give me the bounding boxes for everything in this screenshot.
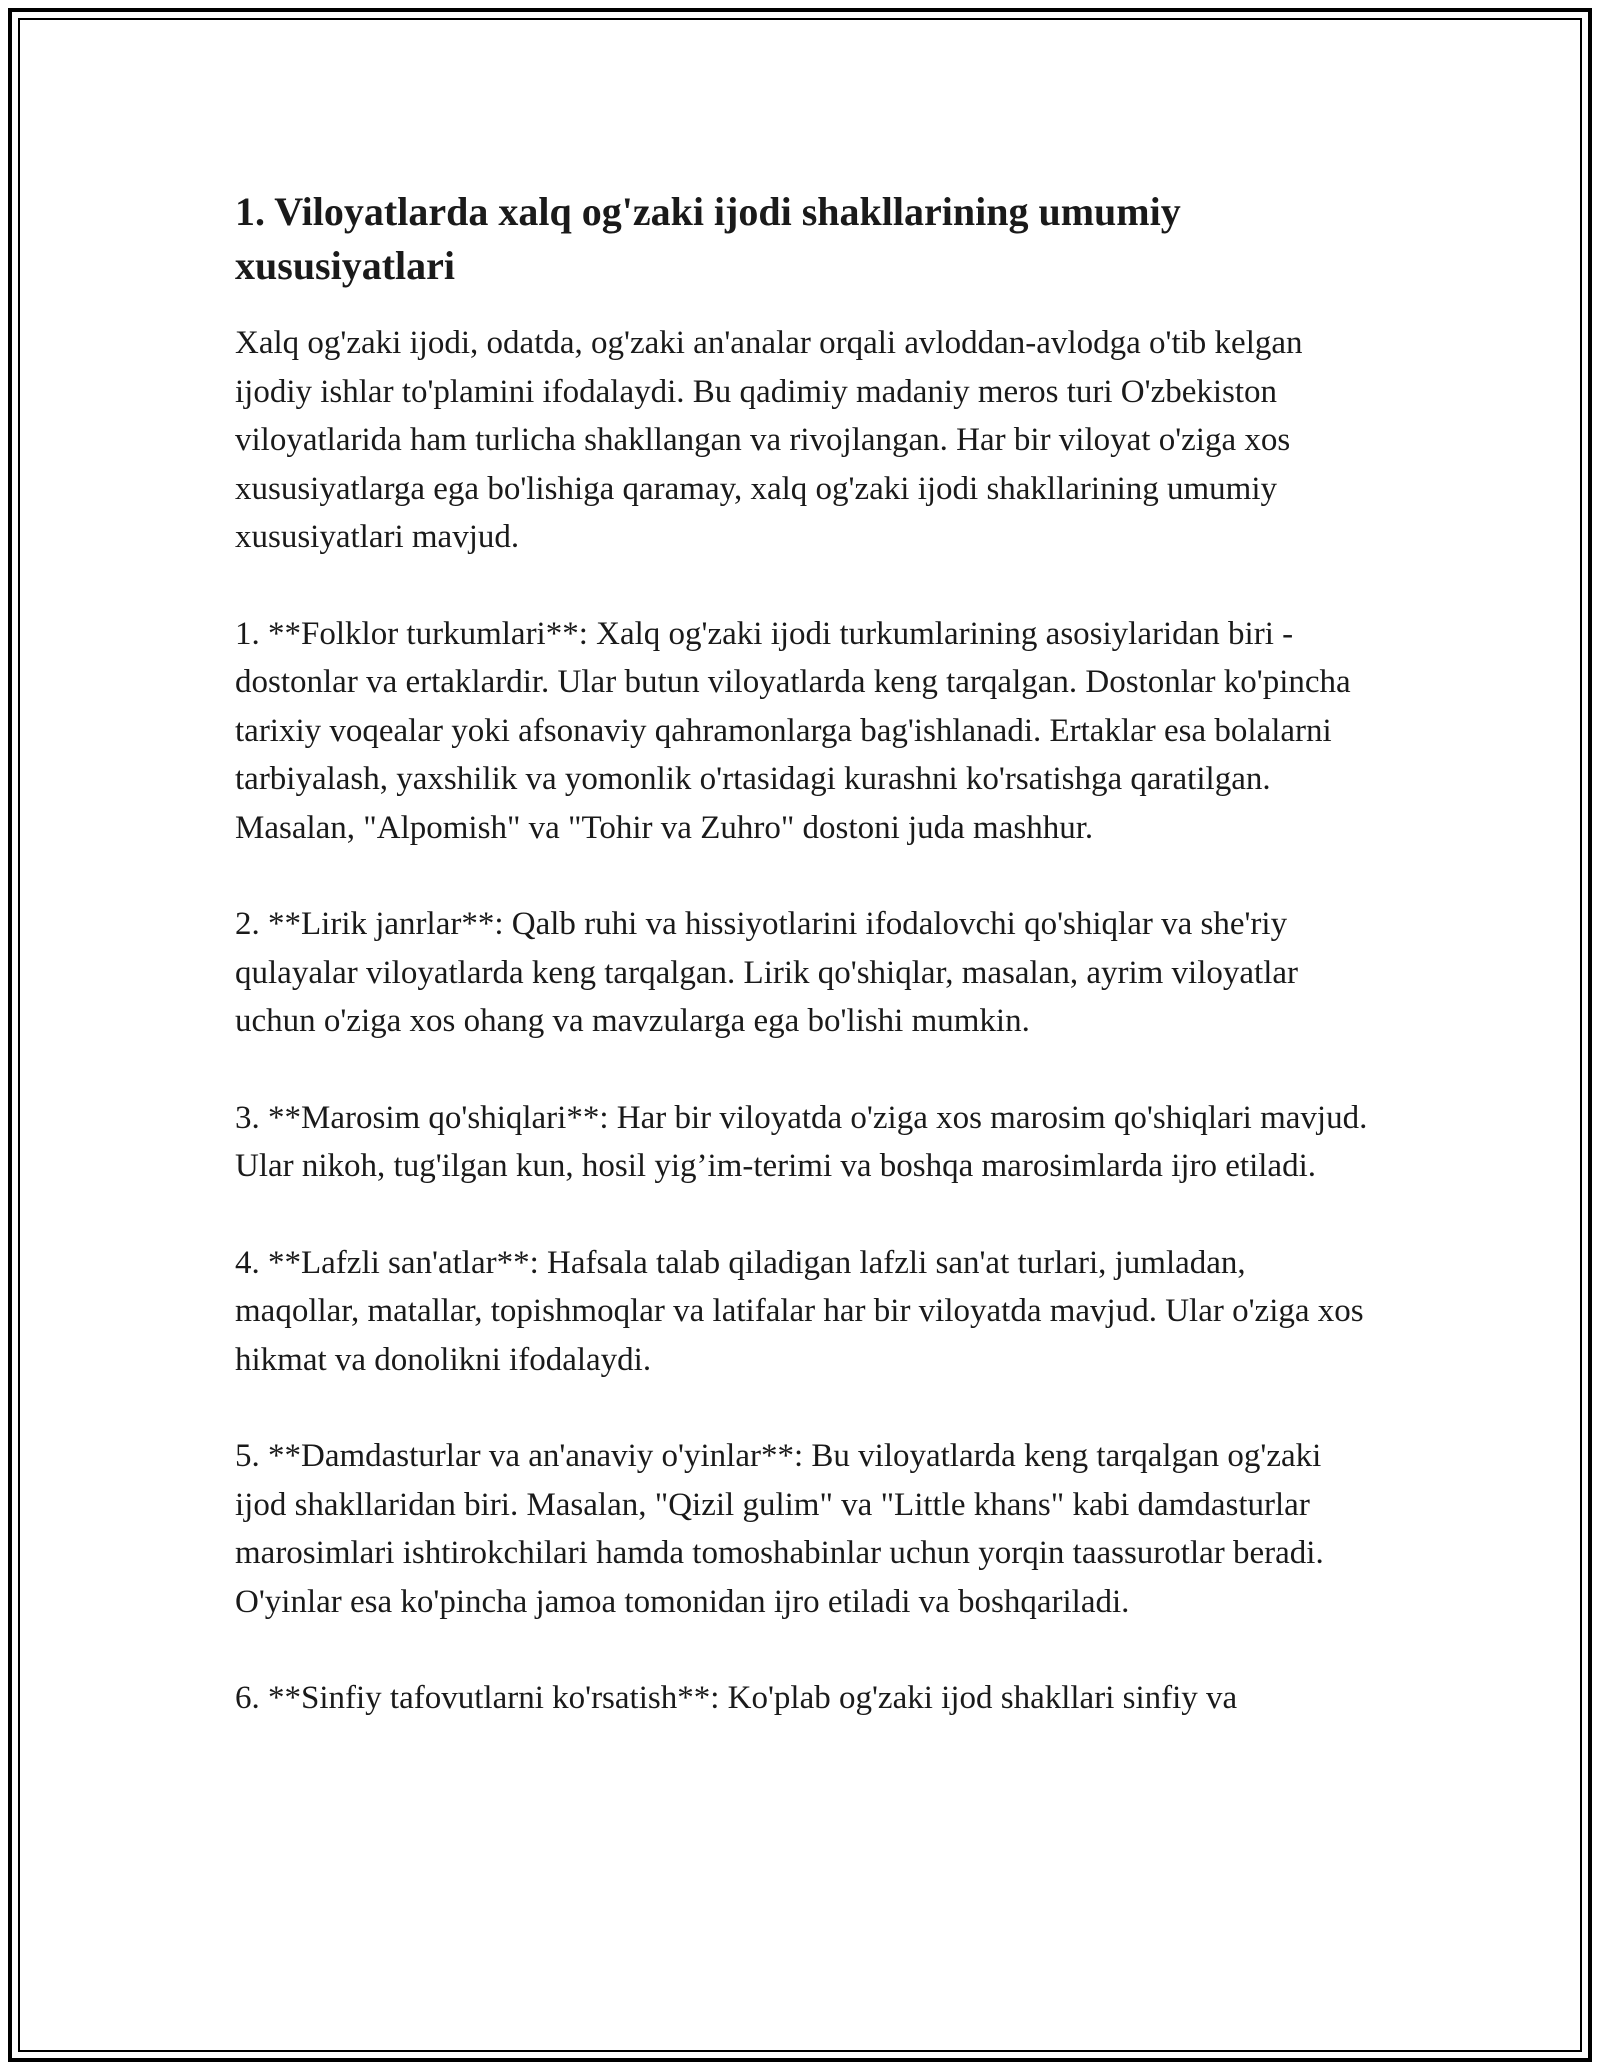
list-item-marosim-qoshiqlari: 3. **Marosim qo'shiqlari**: Har bir viloyatda o'ziga xos marosim qo'shiqlari mavjud. Ular nikoh, tug'ilgan kun, hosil yig’im-terimi va boshqa marosimlarda ijro etiladi.: [235, 1099, 1368, 1184]
list-item-lafzli-sanatlar: 4. **Lafzli san'atlar**: Hafsala talab qiladigan lafzli san'at turlari, jumladan, maqollar, matallar, topishmoqlar va latifalar har bir viloyatda mavjud. Ular o'ziga xos hikmat va donolikni ifodalaydi.: [235, 1244, 1364, 1378]
list-item-lirik-janrlar: 2. **Lirik janrlar**: Qalb ruhi va hissiyotlarini ifodalovchi qo'shiqlar va she'riy qulayalar viloyatlarda keng tarqalgan. Lirik qo'shiqlar, masalan, ayrim viloyatlar uchun o'ziga xos ohang va mavzularga ega bo'lishi mumkin.: [235, 906, 1299, 1039]
list-item-damdasturlar: 5. **Damdasturlar va an'anaviy o'yinlar**: Bu viloyatlarda keng tarqalgan og'zaki ijod shakllaridan biri. Masalan, "Qizil gulim" va "Little khans" kabi damdasturlar marosimlari ishtirokchilari hamda tomoshabinlar uchun yorqin taassurotlar beradi. O'yinlar esa ko'pincha jamoa tomonidan ijro etiladi va boshqariladi.: [235, 1438, 1324, 1620]
list-item-sinfiy-tafovutlar: 6. **Sinfiy tafovutlarni ko'rsatish**: Ko'plab og'zaki ijod shakllari sinfiy va: [235, 1680, 1238, 1716]
list-item-folklor-turkumlari: 1. **Folklor turkumlari**: Xalq og'zaki ijodi turkumlarining asosiylaridan biri - dostonlar va ertaklardir. Ular butun viloyatlarda keng tarqalgan. Dostonlar ko'pincha tarixiy voqealar yoki afsonaviy qahramonlarga bag'ishlanadi. Ertaklar esa bolalarni tarbiyalash, yaxshilik va yomonlik o'rtasidagi kurashni ko'rsatishga qaratilgan. Masalan, "Alpomish" va "Tohir va Zuhro" dostoni juda mashhur.: [235, 615, 1351, 846]
document-body: [235, 185, 1375, 1771]
intro-paragraph: Xalq og'zaki ijodi, odatda, og'zaki an'analar orqali avloddan-avlodga o'tib kelgan ijodiy ishlar to'plamini ifodalaydi. Bu qadimiy madaniy meros turi O'zbekiston viloyatlarida ham turlicha shakllangan va rivojlangan. Har bir viloyat o'ziga xos xususiyatlarga ega bo'lishiga qaramay, xalq og'zaki ijodi shakllarining umumiy xususiyatlari mavjud.: [235, 325, 1303, 555]
section-heading: 1. Viloyatlarda xalq og'zaki ijodi shakllarining umumiy xususiyatlari: [235, 189, 1181, 288]
